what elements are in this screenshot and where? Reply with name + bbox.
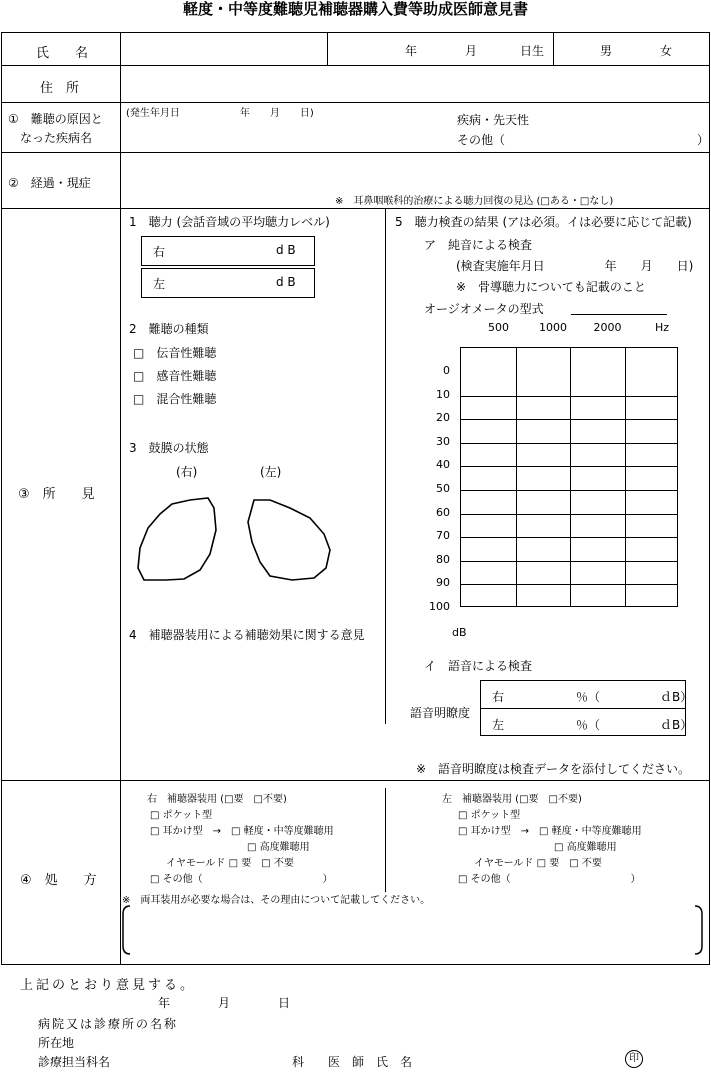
audiogram-hline bbox=[461, 584, 677, 585]
audiogram-hline bbox=[461, 466, 677, 467]
eardrum-left-outline bbox=[248, 500, 330, 580]
bone-conduction-note: ※ 骨導聴力についても記載のこと bbox=[456, 280, 646, 294]
audiogram-x-tick: 1000 bbox=[539, 321, 567, 334]
birth-month: 月 bbox=[465, 44, 478, 58]
audiogram-y-tick: 70 bbox=[436, 529, 450, 543]
audiogram-y-tick: 80 bbox=[436, 552, 450, 566]
audiogram-vline bbox=[625, 348, 626, 606]
type-sensorineural[interactable]: □ 感音性難聴 bbox=[133, 369, 217, 383]
left-high-degree[interactable]: □ 高度難聴用 bbox=[554, 842, 617, 853]
audiogram-hline bbox=[461, 537, 677, 538]
speech-note: ※ 語音明瞭度は検査データを添付してください。 bbox=[416, 762, 691, 776]
label-column-divider bbox=[120, 32, 121, 780]
name-label: 氏 名 bbox=[36, 46, 89, 61]
audiogram-y-tick: 90 bbox=[436, 576, 450, 590]
left-aid-heading: 左 補聴器装用 (□要 □不要) bbox=[442, 794, 582, 805]
effect-heading: 4 補聴器装用による補聴効果に関する意見 bbox=[129, 628, 365, 642]
sex-male[interactable]: 男 bbox=[600, 44, 613, 58]
hearing-type-heading: 2 難聴の種類 bbox=[129, 322, 209, 336]
audiogram-hline bbox=[461, 514, 677, 515]
birth-year: 年 bbox=[405, 44, 418, 58]
audiogram-y-tick: 40 bbox=[436, 458, 450, 472]
left-earmold[interactable]: イヤモールド □ 要 □ 不要 bbox=[474, 858, 602, 869]
disease-other: その他（ ） bbox=[457, 133, 710, 147]
speech-heading: イ 語音による検査 bbox=[424, 659, 533, 673]
right-other[interactable]: □ その他（ ） bbox=[150, 874, 333, 885]
eardrum-right-outline bbox=[138, 498, 216, 580]
left-other[interactable]: □ その他（ ） bbox=[458, 874, 641, 885]
department-label: 診療担当科名 bbox=[38, 1055, 111, 1069]
findings-label: ③ 所 見 bbox=[18, 487, 95, 502]
speech-left-value[interactable]: 左 ％（ ｄB） bbox=[492, 718, 693, 732]
onset-date: (発生年月日 年 月 日) bbox=[126, 108, 314, 119]
recovery-note: ※ 耳鼻咽喉科的治療による聴力回復の見込 (□ある・□なし) bbox=[335, 196, 614, 207]
speech-right-value[interactable]: 右 ％（ ｄB） bbox=[492, 690, 693, 704]
birth-day: 日生 bbox=[520, 44, 545, 58]
binaural-reason-brackets[interactable] bbox=[120, 904, 705, 956]
audiogram-y-tick: 20 bbox=[436, 411, 450, 425]
audiometer-label: オージオメータの型式 bbox=[424, 302, 544, 316]
cause-label-line2: なった疾病名 bbox=[20, 131, 93, 145]
audiogram-hline bbox=[461, 396, 677, 397]
audiogram-x-tick: Hz bbox=[654, 321, 670, 334]
hearing-right-label: 右 bbox=[153, 245, 166, 259]
right-behind-ear[interactable]: □ 耳かけ型 → □ 軽度・中等度難聴用 bbox=[150, 826, 334, 837]
eardrum-diagram bbox=[130, 490, 350, 590]
audiogram-x-tick: 500 bbox=[488, 321, 509, 334]
hearing-heading: 1 聴力 (会話音域の平均聴力レベル) bbox=[129, 215, 330, 229]
hospital-address-label: 所在地 bbox=[38, 1036, 75, 1050]
disease-congenital: 疾病・先天性 bbox=[457, 113, 530, 127]
sex-female[interactable]: 女 bbox=[660, 44, 673, 58]
right-high-degree[interactable]: □ 高度難聴用 bbox=[247, 842, 310, 853]
name-input-area[interactable] bbox=[121, 33, 326, 64]
speech-label: 語音明瞭度 bbox=[410, 706, 471, 720]
audiogram-hline bbox=[461, 419, 677, 420]
audiogram-vline bbox=[516, 348, 517, 606]
audiogram-hline bbox=[461, 490, 677, 491]
audiogram-y-tick: 60 bbox=[436, 505, 450, 519]
binaural-note: ※ 両耳装用が必要な場合は、その理由について記載してください。 bbox=[122, 895, 431, 906]
hearing-left-label: 左 bbox=[153, 277, 166, 291]
eardrum-right-label: (右) bbox=[176, 465, 198, 479]
audiometer-input-line[interactable] bbox=[571, 314, 667, 315]
signature-date[interactable]: 年 月 日 bbox=[158, 996, 291, 1010]
findings-column-divider bbox=[385, 208, 386, 724]
course-label: ② 経過・現症 bbox=[8, 176, 91, 190]
hearing-left-unit: d B bbox=[276, 275, 296, 289]
statement: 上記のとおり意見する。 bbox=[20, 978, 197, 993]
audiogram-y-tick: 100 bbox=[429, 600, 450, 613]
audiogram-y-tick: 30 bbox=[436, 434, 450, 448]
right-pocket[interactable]: □ ポケット型 bbox=[150, 810, 213, 821]
audiogram-y-tick: 50 bbox=[436, 482, 450, 495]
right-earmold[interactable]: イヤモールド □ 要 □ 不要 bbox=[166, 858, 294, 869]
right-aid-heading: 右 補聴器装用 (□要 □不要) bbox=[147, 794, 287, 805]
cause-label-line1: ① 難聴の原因と bbox=[8, 112, 103, 126]
type-conductive[interactable]: □ 伝音性難聴 bbox=[133, 346, 217, 360]
left-behind-ear[interactable]: □ 耳かけ型 → □ 軽度・中等度難聴用 bbox=[458, 826, 642, 837]
results-heading: 5 聴力検査の結果 (アは必須。イは必要に応じて記載) bbox=[395, 215, 692, 229]
hospital-name-label: 病院又は診療所の名称 bbox=[38, 1017, 179, 1031]
address-input-area[interactable] bbox=[121, 66, 709, 101]
prescription-divider bbox=[385, 788, 386, 892]
audiogram-y-unit: dB bbox=[452, 626, 467, 639]
hearing-right-unit: d B bbox=[276, 243, 296, 257]
left-pocket[interactable]: □ ポケット型 bbox=[458, 810, 521, 821]
address-label: 住 所 bbox=[40, 81, 80, 96]
eardrum-heading: 3 鼓膜の状態 bbox=[129, 441, 209, 455]
eardrum-left-label: (左) bbox=[260, 465, 282, 479]
audiogram-y-tick: 10 bbox=[436, 387, 450, 401]
pure-tone-heading: ア 純音による検査 bbox=[424, 238, 533, 252]
type-mixed[interactable]: □ 混合性難聴 bbox=[133, 392, 217, 406]
prescription-label: ④ 処 方 bbox=[20, 873, 97, 888]
seal-mark: 印 bbox=[625, 1050, 643, 1068]
form-title: 軽度・中等度難聴児補聴器購入費等助成医師意見書 bbox=[182, 0, 528, 18]
exam-date: (検査実施年月日 年 月 日) bbox=[456, 259, 694, 273]
audiogram-y-tick: 0 bbox=[443, 364, 450, 377]
audiogram-x-tick: 2000 bbox=[593, 321, 622, 334]
audiogram-hline bbox=[461, 443, 677, 444]
audiogram[interactable] bbox=[460, 347, 678, 607]
audiogram-hline bbox=[461, 561, 677, 562]
audiogram-vline bbox=[570, 348, 571, 606]
doctor-name-label: 科 医 師 氏 名 bbox=[292, 1055, 413, 1069]
